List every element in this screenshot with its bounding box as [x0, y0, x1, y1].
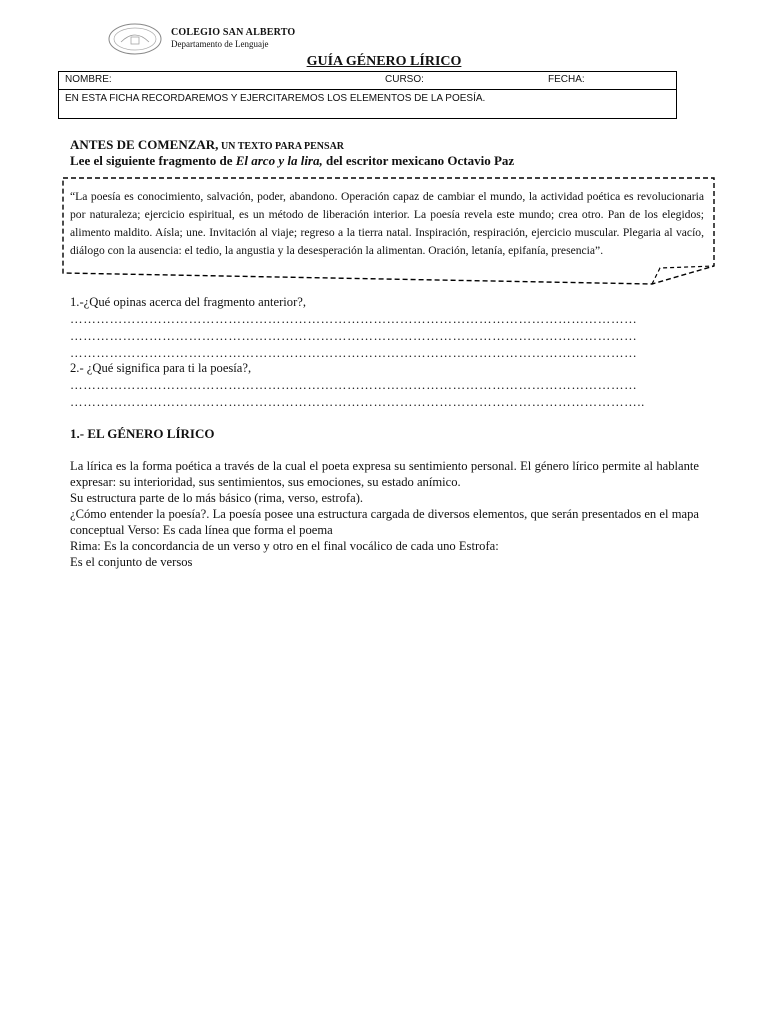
curso-label: CURSO: [385, 74, 424, 85]
section-heading: 1.- EL GÉNERO LÍRICO [70, 426, 215, 441]
answer-line: ………………………………………………………………………………………………………………… [70, 346, 638, 360]
book-title: El arco y la lira, [235, 153, 323, 168]
info-row-fields [59, 72, 676, 90]
octavio-paz-quote: “La poesía es conocimiento, salvación, poder, abandono. Operación capaz de cambiar el mundo, la actividad poética es revolucionaria por naturaleza; ejercicio espiritual, es un método de liberación interior. La poesía revela este mundo; crea otro. Pan de los elegidos; alimento maldito. Aísla; une. Invitación al viaje; regreso a la tierra natal. Inspiración, respiración, ejercicio muscular. Plegaria al vacío, diálogo con la ausencia: el tedio, la angustia y la desesperación la alimentan. Oración, letanía, epifanía, presencia”. [70, 190, 704, 257]
answer-line: ………………………………………………………………………………………………………………….. [70, 395, 645, 409]
section-body [70, 458, 699, 570]
question-1: 1.-¿Qué opinas acerca del fragmento anterior?, [70, 295, 307, 309]
school-name: COLEGIO SAN ALBERTO [171, 27, 296, 38]
answer-line: ………………………………………………………………………………………………………………… [70, 378, 638, 392]
sheet-description: EN ESTA FICHA RECORDAREMOS Y EJERCITAREMOS LOS ELEMENTOS DE LA POESÍA. [65, 93, 486, 104]
question-2: 2.- ¿Qué significa para ti la poesía?, [70, 361, 252, 375]
answer-line: ………………………………………………………………………………………………………………… [70, 329, 638, 343]
department-name: Departamento de Lenguaje [171, 39, 269, 49]
fecha-label: FECHA: [548, 74, 585, 85]
student-info-table [58, 71, 677, 119]
paragraph: ¿Cómo entender la poesía?. La poesía posee una estructura cargada de diversos elementos, que serán presentados en el mapa conceptual Verso: Es cada línea que forma el poema [70, 507, 699, 537]
paragraph: La lírica es la forma poética a través de la cual el poeta expresa su sentimiento personal. El género lírico permite al hablante expresar: su interioridad, sus sentimientos, sus emociones, su estado anímico. [70, 459, 699, 489]
before-heading: ANTES DE COMENZAR, UN TEXTO PARA PENSAR [70, 137, 345, 152]
school-seal-icon [107, 22, 163, 56]
read-instruction: Lee el siguiente fragmento de El arco y la lira, del escritor mexicano Octavio Paz [70, 153, 515, 168]
nombre-label: NOMBRE: [65, 74, 112, 85]
answer-line: ………………………………………………………………………………………………………………… [70, 312, 638, 326]
page-title: GUÍA GÉNERO LÍRICO [306, 54, 462, 69]
paragraph: Rima: Es la concordancia de un verso y otro en el final vocálico de cada uno Estrofa: [70, 539, 499, 553]
paragraph: Es el conjunto de versos [70, 555, 193, 569]
paragraph: Su estructura parte de lo más básico (rima, verso, estrofa). [70, 491, 364, 505]
